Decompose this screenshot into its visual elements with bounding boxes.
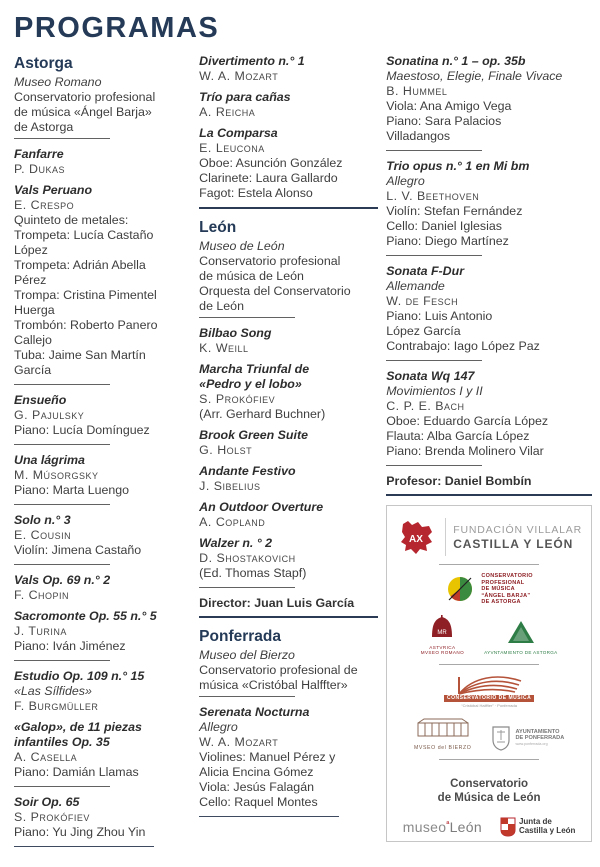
organization-line: música «Cristóbal Halffter» (199, 678, 348, 692)
piece-title: Walzer n. ° 2 (199, 536, 273, 550)
piece-entry (199, 428, 378, 458)
credit-line: Director: Juan Luis García (199, 596, 355, 610)
conservatorio-angel-barja-logo (445, 573, 532, 606)
column-leon (199, 54, 378, 825)
piece-title: Trio opus n.° 1 en Mi bm (386, 159, 530, 173)
performer-line: Piano: Sara Palacios (386, 114, 502, 128)
city-title: Astorga (14, 55, 73, 72)
piece-title: Solo n.° 3 (14, 513, 71, 527)
barja-line: CONSERVATORIO (481, 573, 533, 579)
museo-bierzo-logo (414, 717, 471, 751)
piece-entry (14, 453, 189, 498)
piece-entry (199, 90, 378, 120)
performer-line: Violines: Manuel Pérez y (199, 750, 336, 764)
separator-end (14, 846, 154, 847)
piece-entry (14, 609, 189, 654)
performer-line: Villadangos (386, 129, 451, 143)
performer-line: Piano: Iván Jiménez (14, 639, 126, 653)
composer-name: E. Cousin (14, 528, 72, 542)
performer-line: Piano: Luis Antonio (386, 309, 493, 323)
separator-thin (386, 360, 482, 361)
program-section-header (199, 627, 378, 693)
ponferrada-conservatory-caption: CONSERVATORIO DE MÚSICA (444, 695, 534, 702)
piece-entry (199, 705, 378, 810)
junta-line2: Castilla y León (518, 825, 576, 835)
piece-title: Vals Peruano (14, 183, 93, 197)
piece-entry (199, 500, 378, 530)
ponferrada-conservatory-sub: “Cristóbal Halffter” · Ponferrada (461, 702, 517, 708)
composer-name: W. de Fesch (386, 294, 459, 308)
piece-title: «Galop», de 11 piezas (14, 720, 142, 734)
composer-name: A. Reicha (199, 105, 256, 119)
performer-line: Cello: Daniel Iglesias (386, 219, 502, 233)
piece-entry (386, 369, 592, 459)
ponferrada-shield-icon (491, 725, 511, 751)
svg-text:MR: MR (437, 629, 448, 636)
piece-subtitle: Allegro (199, 720, 238, 734)
separator-thin (386, 465, 482, 466)
performer-line: Flauta: Alba García López (386, 429, 530, 443)
piece-note: (Ed. Thomas Stapf) (199, 566, 307, 580)
separator-thin (14, 660, 110, 661)
piece-title: Divertimento n.° 1 (199, 54, 305, 68)
piece-entry (386, 264, 592, 354)
composer-name: S. Prokófiev (199, 392, 276, 406)
organization-line: Conservatorio profesional (199, 254, 341, 268)
composer-name: K. Weill (199, 341, 249, 355)
barja-line: “ÁNGEL BARJA” (481, 592, 531, 599)
ayto-ponferrada-line1: AYUNTAMIENTO (515, 728, 560, 735)
venue-name: Museo de León (199, 239, 285, 253)
castilla-leon-map-icon (396, 519, 438, 555)
composer-name: F. Burgmüller (14, 699, 99, 713)
museo-bierzo-caption: MVSEO del BIERZO (413, 744, 472, 751)
program-section-header (14, 54, 189, 135)
piece-title: An Outdoor Overture (199, 500, 324, 514)
separator-thick (199, 616, 378, 618)
separator-thin (199, 696, 295, 697)
piece-title: «Pedro y el lobo» (199, 377, 302, 391)
conservatorio-ponferrada-logo (444, 673, 534, 708)
piece-title: Sacromonte Op. 55 n.° 5 (14, 609, 157, 623)
angel-barja-label (481, 573, 532, 606)
composer-name: A. Copland (199, 515, 266, 529)
performer-line: Piano: Diego Martínez (386, 234, 509, 248)
piece-subtitle: Allegro (386, 174, 425, 188)
composer-name: E. Leucona (199, 141, 265, 155)
piece-title: Soir Op. 65 (14, 795, 80, 809)
performer-line: Trompeta: Lucía Castaño (14, 228, 154, 242)
organization-line: de música «Ángel Barja» (14, 105, 152, 119)
performer-line: Clarinete: Laura Gallardo (199, 171, 338, 185)
astorga-logos-row (421, 615, 558, 656)
performer-line: Pérez (14, 273, 47, 287)
performer-line: Piano: Yu Jing Zhou Yin (14, 825, 146, 839)
composer-name: L. V. Beethoven (386, 189, 480, 203)
piece-title: Trío para cañas (199, 90, 291, 104)
organization-line: Orquesta del Conservatorio (199, 284, 351, 298)
museo-leon-sup: ª (446, 818, 450, 828)
astorga-green-a-icon (507, 620, 535, 645)
ayto-astorga-caption: AYVNTAMIENTO DE ASTORGA (484, 650, 558, 655)
piece-title: Vals Op. 69 n.° 2 (14, 573, 111, 587)
piece-title: Andante Festivo (199, 464, 296, 478)
performer-line: Piano: Marta Luengo (14, 483, 130, 497)
performer-line: Oboe: Asunción González (199, 156, 343, 170)
piece-subtitle: «Las Sílfides» (14, 684, 92, 698)
ayuntamiento-ponferrada-logo (491, 725, 564, 751)
performer-line: García (14, 363, 52, 377)
piece-title: Una lágrima (14, 453, 85, 467)
performer-line: Trombón: Roberto Panero (14, 318, 158, 332)
museo-leon-post: León (449, 818, 482, 835)
organization-line: de León (199, 299, 244, 313)
junta-shield-icon (500, 817, 516, 837)
performer-line: Violín: Jimena Castaño (14, 543, 142, 557)
divider (445, 518, 446, 556)
composer-name: G. Pajulsky (14, 408, 85, 422)
composer-name: J. Sibelius (199, 479, 261, 493)
junta-castilla-leon-logo (500, 817, 575, 837)
venue-name: Museo del Bierzo (199, 648, 295, 662)
composer-name: C. P. E. Bach (386, 399, 465, 413)
piece-subtitle: Movimientos I y II (386, 384, 483, 398)
performer-line: Trompa: Cristina Pimentel (14, 288, 157, 302)
piece-entry (199, 536, 378, 581)
separator-thin (14, 504, 110, 505)
cons-leon-line1: Conservatorio (450, 777, 529, 790)
performer-line: Piano: Damián Llamas (14, 765, 139, 779)
museo-leon-logo (403, 819, 482, 835)
piece-entry (14, 669, 189, 714)
piece-entry (199, 54, 378, 84)
astvrica-sub-caption: MVSEO ROMANO (420, 650, 465, 655)
separator-thin (199, 587, 295, 588)
ayuntamiento-astorga-logo (484, 620, 557, 656)
separator-thin (14, 444, 110, 445)
logo-box-divider (439, 759, 539, 760)
credit-line: Profesor: Daniel Bombín (386, 474, 532, 488)
separator-thin (14, 384, 110, 385)
performer-line: Piano: Brenda Molinero Vilar (386, 444, 544, 458)
villalar-line2: CASTILLA Y LEÓN (453, 536, 574, 551)
page-title: PROGRAMAS (14, 12, 220, 44)
performer-line: Callejo (14, 333, 52, 347)
leon-logos-row (403, 817, 576, 837)
museo-bierzo-building-icon (415, 717, 471, 739)
separator-thin (386, 150, 482, 151)
separator-thin (14, 138, 110, 139)
piece-entry (14, 795, 189, 840)
performer-line: Trompeta: Adrián Abella (14, 258, 146, 272)
junta-line1: Junta de (518, 817, 552, 826)
piece-title: Sonata Wq 147 (386, 369, 475, 383)
column-ponferrada (386, 54, 592, 842)
piece-entry (199, 464, 378, 494)
junta-label (519, 818, 575, 835)
ayto-ponferrada-sub: www.ponferrada.org (515, 741, 548, 746)
piece-entry (199, 362, 378, 422)
logo-box-divider (439, 564, 539, 565)
organization-line: de Astorga (14, 120, 74, 134)
composer-name: A. Casella (14, 750, 78, 764)
piece-entry (14, 720, 189, 780)
ponferrada-fan-icon (453, 673, 525, 695)
separator-thick (386, 494, 592, 496)
city-title: Ponferrada (199, 628, 282, 645)
piece-title: Bilbao Song (199, 326, 272, 340)
ayto-ponferrada-line2: DE PONFERRADA (515, 735, 565, 741)
composer-name: F. Chopin (14, 588, 70, 602)
piece-entry (14, 573, 189, 603)
svg-text:AX: AX (409, 534, 424, 545)
piece-title: Serenata Nocturna (199, 705, 310, 719)
ponferrada-logos-row (414, 717, 564, 751)
composer-name: M. Músorgsky (14, 468, 99, 482)
program-section-header (199, 218, 378, 314)
piece-entry (14, 393, 189, 438)
conservatorio-leon-label (438, 777, 541, 805)
performer-line: Huerga (14, 303, 55, 317)
piece-title: Sonata F-Dur (386, 264, 465, 278)
separator-thin (14, 564, 110, 565)
piece-title: Marcha Triunfal de (199, 362, 310, 376)
barja-line: PROFESIONAL (481, 579, 525, 586)
separator-thin (386, 255, 482, 256)
museo-romano-astorga-logo (421, 615, 464, 656)
piece-entry (199, 326, 378, 356)
sponsor-logo-box (386, 505, 592, 842)
composer-name: W. A. Mozart (199, 735, 279, 749)
performer-line: Alicia Encina Gómez (199, 765, 314, 779)
fundacion-villalar-label (453, 523, 582, 552)
logo-box-divider (439, 664, 539, 665)
performer-line: Cello: Raquel Montes (199, 795, 318, 809)
program-columns (14, 54, 592, 855)
piece-entry (14, 147, 189, 177)
piece-entry (14, 183, 189, 378)
performer-line: López García (386, 324, 461, 338)
piece-title: Ensueño (14, 393, 67, 407)
performer-line: Tuba: Jaime San Martín (14, 348, 146, 362)
composer-name: P. Dukas (14, 162, 66, 176)
piece-entry (386, 159, 592, 249)
piece-title: infantiles Op. 35 (14, 735, 110, 749)
ayto-ponferrada-label (515, 729, 564, 747)
composer-name: D. Shostakovich (199, 551, 296, 565)
column-astorga (14, 54, 189, 855)
venue-name: Museo Romano (14, 75, 102, 89)
piece-title: Fanfarre (14, 147, 64, 161)
performer-line: Fagot: Estela Alonso (199, 186, 313, 200)
barja-line: DE ASTORGA (481, 599, 521, 605)
piece-entry (14, 513, 189, 558)
performer-line: Piano: Lucía Domínguez (14, 423, 150, 437)
piece-entry (386, 54, 592, 144)
performer-line: Violín: Stefan Fernández (386, 204, 523, 218)
composer-name: W. A. Mozart (199, 69, 279, 83)
composer-name: B. Hummel (386, 84, 448, 98)
astvrica-dome-icon (427, 615, 457, 640)
performer-line: Viola: Jesús Falagán (199, 780, 314, 794)
piece-title: Brook Green Suite (199, 428, 308, 442)
organization-line: Conservatorio profesional de (199, 663, 358, 677)
composer-name: G. Holst (199, 443, 253, 457)
performer-line: López (14, 243, 48, 257)
separator-thin (199, 317, 295, 318)
piece-title: Sonatina n.° 1 – op. 35b (386, 54, 526, 68)
piece-subtitle: Maestoso, Elegie, Finale Vivace (386, 69, 563, 83)
performer-line: Viola: Ana Amigo Vega (386, 99, 512, 113)
organization-line: de música de León (199, 269, 304, 283)
composer-name: E. Crespo (14, 198, 75, 212)
composer-name: S. Prokófiev (14, 810, 90, 824)
museo-leon-pre: museo (402, 818, 447, 835)
performer-line: Contrabajo: Iago López Paz (386, 339, 540, 353)
villalar-line1: FUNDACIÓN VILLALAR (453, 523, 582, 536)
organization-line: Conservatorio profesional (14, 90, 156, 104)
city-title: León (199, 219, 237, 236)
performer-line: Quinteto de metales: (14, 213, 129, 227)
piece-entry (199, 126, 378, 201)
piece-title: La Comparsa (199, 126, 278, 140)
performer-line: Oboe: Eduardo García López (386, 414, 549, 428)
fundacion-villalar-logo (394, 518, 584, 556)
piece-subtitle: Allemande (386, 279, 445, 293)
astvrica-caption: ASTVRICA (429, 644, 456, 650)
cons-leon-line2: de Música de León (437, 791, 541, 804)
angel-barja-emblem-icon (445, 574, 475, 604)
separator-end (199, 816, 339, 817)
separator-thick (199, 207, 378, 209)
piece-title: Estudio Op. 109 n.° 15 (14, 669, 145, 683)
piece-note: (Arr. Gerhard Buchner) (199, 407, 326, 421)
separator-thin (14, 786, 110, 787)
barja-line: DE MÚSICA (481, 586, 515, 592)
composer-name: J. Turina (14, 624, 67, 638)
